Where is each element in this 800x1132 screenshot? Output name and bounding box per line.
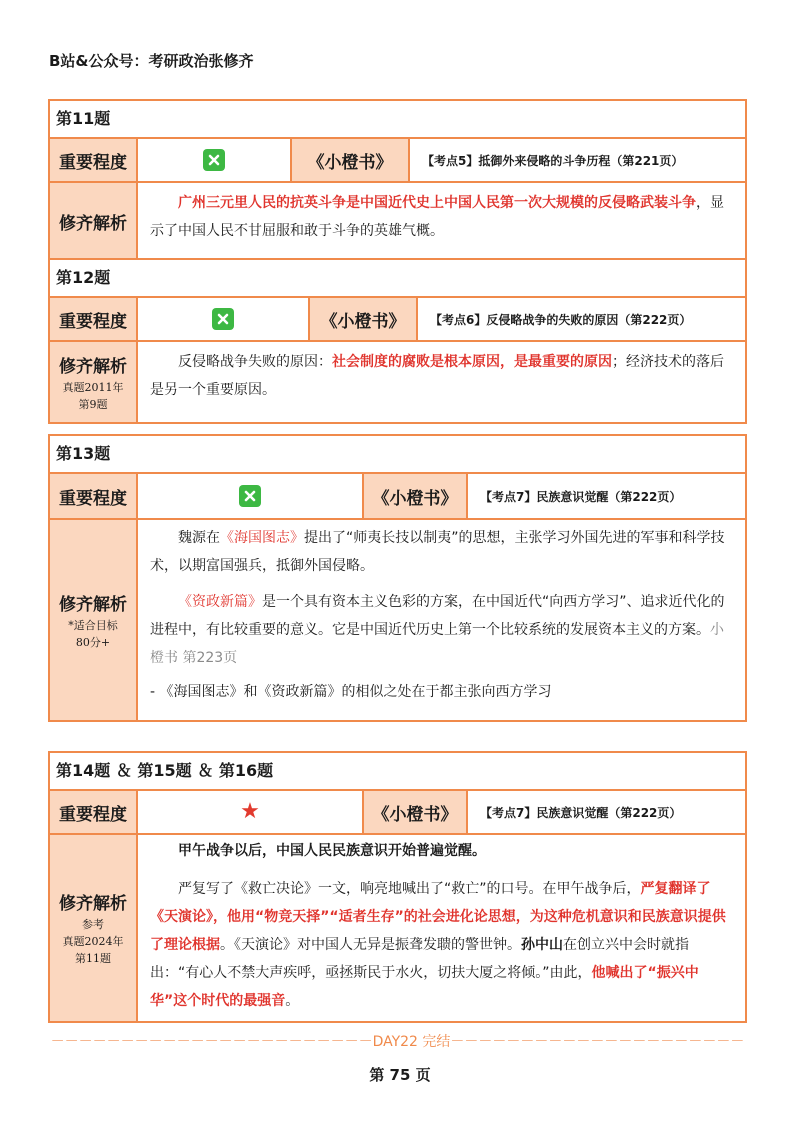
question-12-block <box>48 258 747 424</box>
book-name: 《小橙书》 <box>310 298 418 340</box>
exam-note: 真题2011年 第9题 <box>62 380 124 411</box>
kaodian: 【考点7】民族意识觉醒（第222页） <box>480 489 682 504</box>
analysis-label: 修齐解析 <box>50 183 138 259</box>
target-note: *适合目标 80分+ <box>68 618 118 649</box>
importance-label: 重要程度 <box>50 474 138 518</box>
kaodian: 【考点5】抵御外来侵略的斗争历程（第221页） <box>422 153 684 168</box>
analysis-label: 修齐解析 *适合目标 80分+ <box>50 520 138 720</box>
importance-value <box>138 474 364 518</box>
analysis-content: 反侵略战争失败的原因：社会制度的腐败是根本原因，是最重要的原因；经济技术的落后是另一个重要原因。 <box>150 354 724 398</box>
importance-value <box>138 791 364 833</box>
importance-label: 重要程度 <box>50 298 138 340</box>
question-title: 第11题 <box>56 109 111 128</box>
exam-note: 参考 真题2024年 第11题 <box>62 918 124 965</box>
analysis-content: 魏源在《海国图志》提出了“师夷长技以制夷”的思想，主张学习外国先进的军事和科学技术，以期富国强兵，抵御外国侵略。 《资政新篇》是一个具有资本主义色彩的方案，在中国近代“向西方学习”、追求近代化的进程中，有比较重要的意义。它是中国近代历史上第一个比较系统的发展资本主义的方案。小橙书 第223页 - 《海国图志》和《资政新篇》的相似之处在于都主张向西方学习 <box>150 530 725 700</box>
page-number: 第 75 页 <box>369 1066 431 1084</box>
importance-label: 重要程度 <box>50 139 138 181</box>
cross-mark-icon <box>203 149 225 171</box>
end-divider: －－－－－－－－－－－－－－－－－－－－－－－DAY22 完结－－－－－－－－－－－－－－－－－－－－－ <box>50 1034 745 1050</box>
question-13-block <box>48 434 747 722</box>
analysis-content: 广州三元里人民的抗英斗争是中国近代史上中国人民第一次大规模的反侵略武装斗争，显示了中国人民不甘屈服和敢于斗争的英雄气概。 <box>150 195 724 239</box>
page-header: B站&公众号：考研政治张修齐 <box>49 52 254 70</box>
importance-value <box>138 298 310 340</box>
cross-mark-icon <box>212 308 234 330</box>
cross-mark-icon <box>239 485 261 507</box>
kaodian: 【考点6】反侵略战争的失败的原因（第222页） <box>430 312 692 327</box>
question-title: 第13题 <box>56 444 111 463</box>
kaodian: 【考点7】民族意识觉醒（第222页） <box>480 805 682 820</box>
analysis-label: 修齐解析 真题2011年 第9题 <box>50 342 138 422</box>
question-14-16-block <box>48 751 747 1023</box>
book-name: 《小橙书》 <box>364 474 468 518</box>
analysis-content: 甲午战争以后，中国人民民族意识开始普遍觉醒。 严复写了《救亡决论》一文，响亮地喊出了“救亡”的口号。在甲午战争后，严复翻译了《天演论》，他用“物竞天择”“适者生存”的社会进化论思想，为这种危机意识和民族意识提供了理论根据。《天演论》对中国人无异是振聋发聩的警世钟。孙中山在创立兴中会时就指出：“有心人不禁大声疾呼，亟拯斯民于水火，切扶大厦之将倾。”由此，他喊出了“振兴中华”这个时代的最强音。 <box>150 843 726 1009</box>
question-title: 第12题 <box>56 268 111 287</box>
book-name: 《小橙书》 <box>292 139 410 181</box>
importance-label: 重要程度 <box>50 791 138 833</box>
question-title: 第14题 ＆ 第15题 ＆ 第16题 <box>56 761 274 780</box>
importance-value <box>138 139 292 181</box>
book-name: 《小橙书》 <box>364 791 468 833</box>
star-icon: ★ <box>240 799 260 824</box>
analysis-label: 修齐解析 参考 真题2024年 第11题 <box>50 835 138 1021</box>
question-11-block <box>48 99 747 261</box>
